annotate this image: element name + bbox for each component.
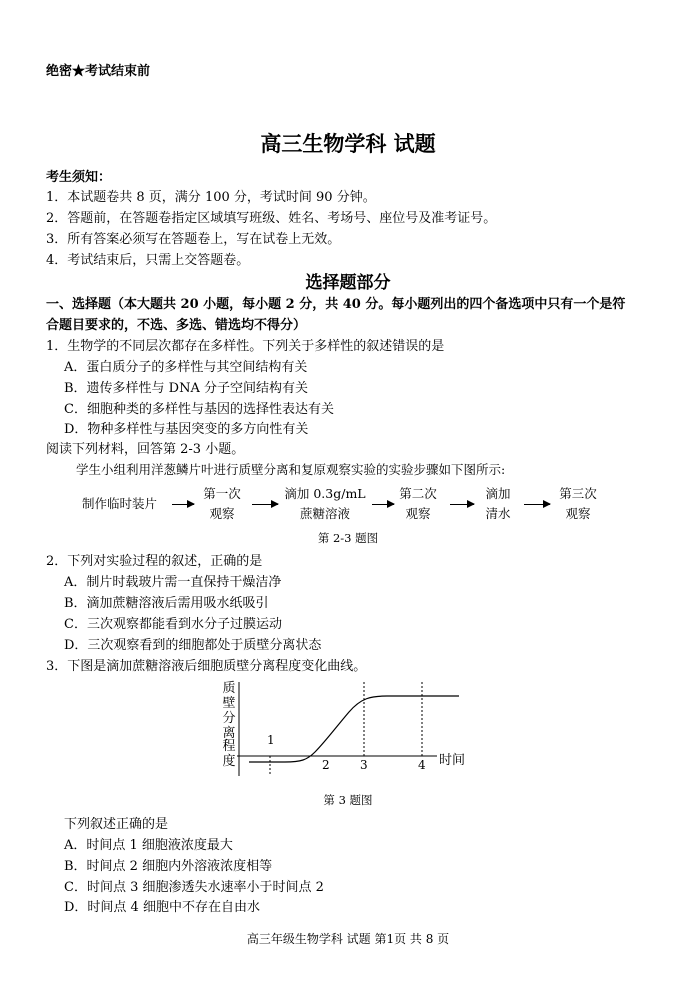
time-label-3: 3 (360, 758, 368, 772)
flow-arrow (372, 504, 394, 505)
flow-arrow (252, 504, 278, 505)
question-2-option: A．制片时载玻片需一直保持干燥洁净 (64, 575, 282, 590)
confidential-label: 绝密★考试结束前 (46, 64, 151, 79)
y-axis-char: 离 (222, 726, 236, 741)
question-1-option: B．遗传多样性与 DNA 分子空间结构有关 (64, 381, 309, 396)
y-axis-char: 度 (222, 754, 236, 769)
page-footer: 高三年级生物学科 试题 第1页 共 8 页 (246, 932, 450, 946)
flow-step-third-observation: 第三次 观察 (559, 486, 597, 521)
reading-instruction: 阅读下列材料，回答第 2-3 小题。 (46, 442, 245, 457)
flow-arrow (450, 504, 474, 505)
flow-step-second-observation: 第二次 观察 (399, 486, 437, 521)
time-label-4: 4 (418, 758, 426, 772)
section-title: 选择题部分 (305, 273, 391, 293)
part-instructions-line2: 合题目要求的，不选、多选、错选均不得分） (46, 318, 307, 333)
notice-item: 1．本试题卷共 8 页，满分 100 分，考试时间 90 分钟。 (46, 190, 376, 205)
question-2-stem: 2．下列对实验过程的叙述，正确的是 (46, 554, 263, 569)
question-3-lead: 下列叙述正确的是 (64, 817, 169, 832)
flow-step-prepare-slide: 制作临时装片 (82, 496, 158, 511)
notice-item: 4．考试结束后，只需上交答题卷。 (46, 253, 250, 268)
y-axis-char: 程 (222, 739, 236, 754)
notice-item: 3．所有答案必须写在答题卷上，写在试卷上无效。 (46, 232, 341, 247)
flow-step-add-water: 滴加 清水 (485, 486, 511, 521)
question-1-stem: 1．生物学的不同层次都存在多样性。下列关于多样性的叙述错误的是 (46, 339, 445, 354)
flow-step-first-observation: 第一次 观察 (203, 486, 241, 521)
notice-item: 2．答题前，在答题卷指定区域填写班级、姓名、考场号、座位号及准考证号。 (46, 211, 497, 226)
y-axis-char: 壁 (222, 696, 236, 711)
part-instructions-line1: 一、选择题（本大题共 20 小题，每小题 2 分，共 40 分。每小题列出的四个备选项中只有一个是符 (46, 297, 626, 312)
y-axis-char: 质 (222, 681, 236, 696)
time-label-1: 1 (267, 733, 275, 747)
data-line (249, 696, 459, 762)
question-3-option: A．时间点 1 细胞液浓度最大 (64, 838, 233, 853)
question-2-option: D．三次观察看到的细胞都处于质壁分离状态 (64, 638, 322, 653)
question-3-option: B．时间点 2 细胞内外溶液浓度相等 (64, 859, 273, 874)
flowchart-caption: 第 2-3 题图 (317, 531, 379, 545)
question-2-option: B．滴加蔗糖溶液后需用吸水纸吸引 (64, 596, 269, 611)
flow-arrow (524, 504, 550, 505)
notice-heading: 考生须知： (46, 170, 112, 185)
question-1-option: C．细胞种类的多样性与基因的选择性表达有关 (64, 402, 334, 417)
flow-arrow (172, 504, 194, 505)
question-3-option: D．时间点 4 细胞中不存在自由水 (64, 900, 260, 915)
time-label-2: 2 (322, 758, 330, 772)
question-3-option: C．时间点 3 细胞渗透失水速率小于时间点 2 (64, 880, 324, 895)
question-2-option: C．三次观察都能看到水分子过膜运动 (64, 617, 282, 632)
question-1-option: A．蛋白质分子的多样性与其空间结构有关 (64, 360, 308, 375)
x-axis-label: 时间 (439, 753, 466, 768)
plasmolysis-curve-chart (215, 676, 485, 776)
flowchart-intro: 学生小组利用洋葱鳞片叶进行质壁分离和复原观察实验的实验步骤如下图所示: (76, 462, 506, 477)
chart-caption: 第 3 题图 (323, 793, 373, 807)
question-1-option: D．物种多样性与基因突变的多方向性有关 (64, 422, 309, 437)
question-3-stem: 3．下图是滴加蔗糖溶液后细胞质壁分离程度变化曲线。 (46, 659, 367, 674)
flow-step-add-sucrose: 滴加 0.3g/mL 蔗糖溶液 (284, 486, 366, 521)
y-axis-char: 分 (222, 711, 236, 726)
y-axis-label (222, 681, 235, 769)
page-title: 高三生物学科 试题 (260, 131, 436, 156)
